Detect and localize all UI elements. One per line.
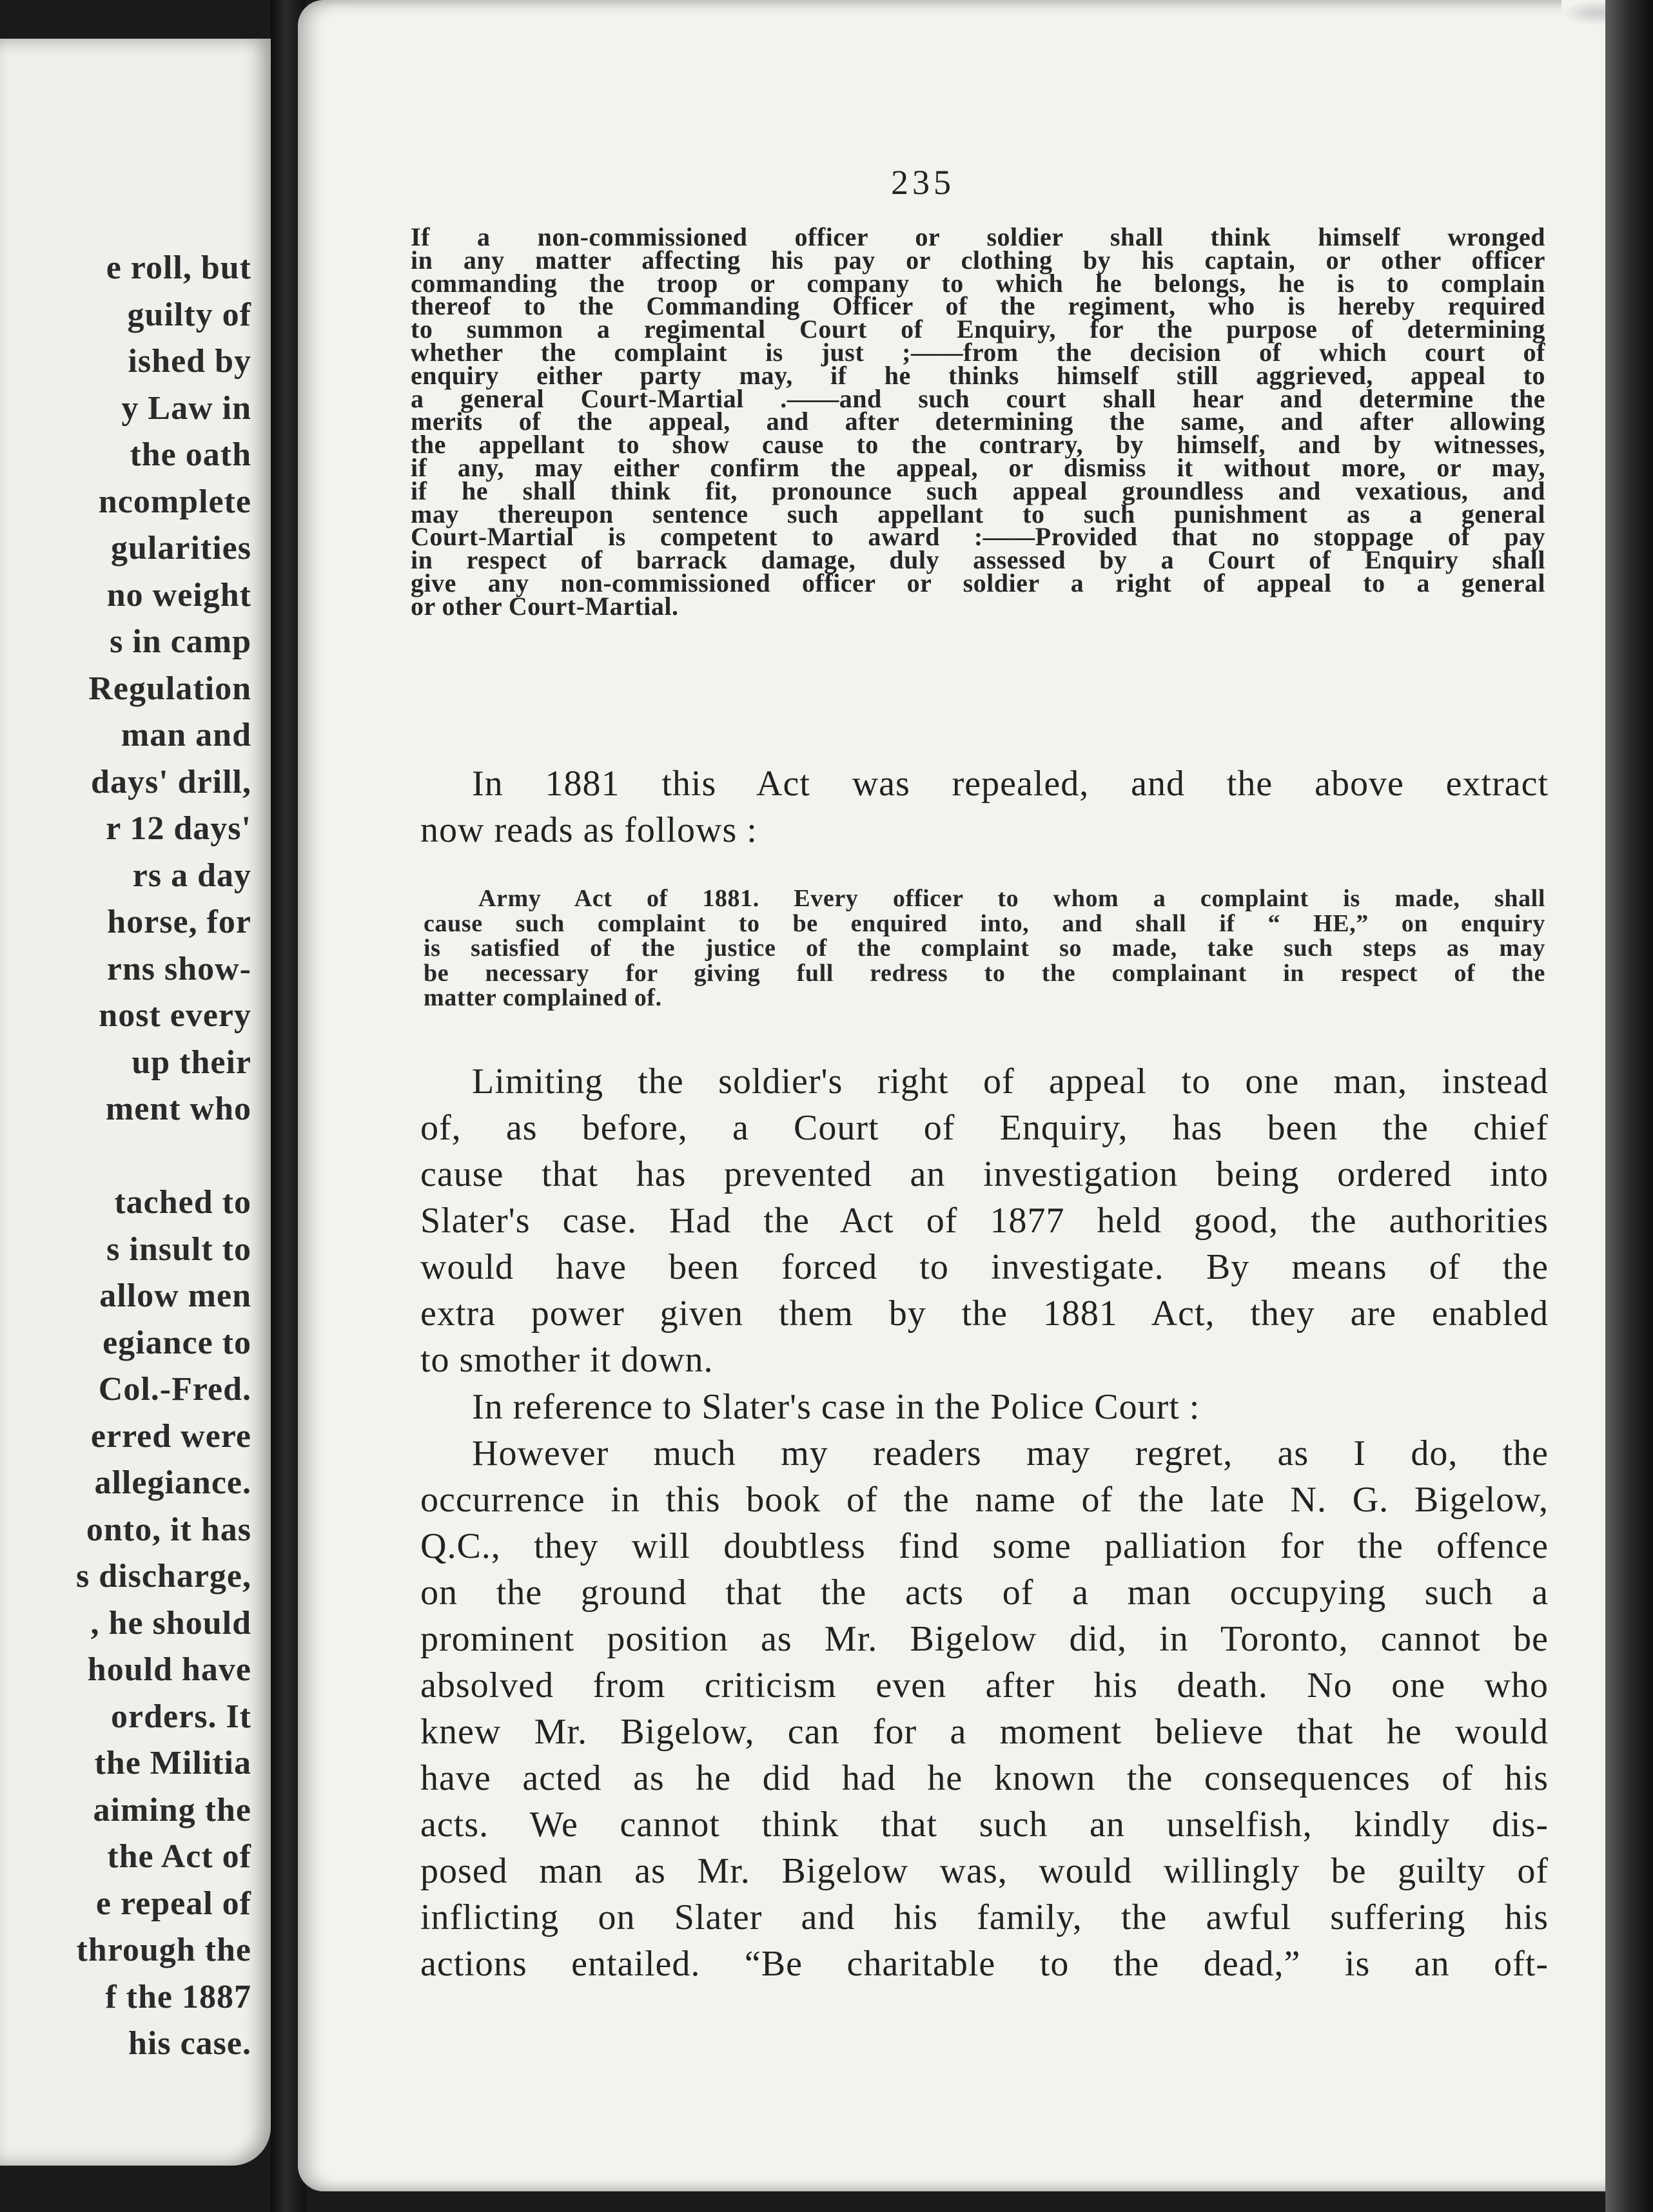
act-1877-line: whether the complaint is just ;——from the decision of which court of — [411, 337, 1545, 367]
left-page-line — [76, 1133, 251, 1180]
left-page-line: the Militia — [94, 1745, 251, 1781]
left-page-text — [76, 245, 251, 2068]
left-page-line: onto, it has — [86, 1511, 251, 1548]
bigelow-line: on the ground that the acts of a man occupying such a — [420, 1573, 1549, 1613]
left-page-line: aiming the — [93, 1791, 251, 1829]
act-1877-line: merits of the appeal, and after determining the same, and after allowing — [411, 407, 1545, 436]
limiting-line: would have been forced to investigate. By means of the — [420, 1247, 1549, 1287]
left-page-line: rns show- — [106, 950, 251, 987]
act-1877-line: enquiry either party may, if he thinks himself still aggrieved, appeal to — [411, 360, 1545, 390]
act-1877-line: commanding the troop or company to which he belongs, he is to complain — [411, 268, 1545, 298]
bigelow-line: occurrence in this book of the name of the late N. G. Bigelow, — [420, 1480, 1549, 1520]
bigelow-line: absolved from criticism even after his death. No one who — [420, 1665, 1549, 1705]
book-edge-shadow — [1605, 0, 1653, 2212]
act-1881-line: is satisfied of the justice of the complaint so made, take such steps as may — [424, 935, 1545, 962]
left-page-line: ment who — [105, 1091, 251, 1127]
left-page-line: s in camp — [110, 623, 251, 660]
left-page-line: nost every — [99, 997, 251, 1034]
act-1877-extract — [411, 222, 1545, 621]
left-page-line: days' drill, — [91, 763, 251, 800]
act-1877-line: may thereupon sentence such appellant to such punishment as a general — [411, 499, 1545, 529]
repealed-line: now reads as follows : — [420, 810, 758, 850]
left-page-line: no weight — [106, 576, 251, 614]
limiting-line: Slater's case. Had the Act of 1877 held good, the authorities — [420, 1201, 1549, 1241]
left-page-line: , he should — [90, 1604, 251, 1642]
left-page-line: s insult to — [106, 1230, 251, 1268]
limiting-line: Limiting the soldier's right of appeal to one man, instead — [472, 1062, 1549, 1101]
left-page-line: up their — [132, 1043, 251, 1081]
left-page-line: gularities — [111, 530, 251, 567]
left-page-line: erred were — [90, 1417, 251, 1455]
act-1881-line: Army Act of 1881. Every officer to whom a complaint is made, shall — [478, 885, 1545, 912]
act-1877-line: if any, may either confirm the appeal, or dismiss it without more, or may, — [411, 452, 1545, 482]
act-1877-line: give any non-commissioned officer or soldier a right of appeal to a general — [411, 568, 1545, 597]
limiting-line: to smother it down. — [420, 1340, 714, 1380]
bigelow-line: However much my readers may regret, as I do, the — [472, 1433, 1549, 1473]
paragraph-police-court — [420, 1384, 1549, 1430]
bigelow-line: have acted as he did had he known the consequences of his — [420, 1758, 1549, 1798]
page-number: 235 — [891, 163, 955, 202]
left-page-line: the Act of — [107, 1838, 251, 1875]
act-1877-line: thereof to the Commanding Officer of the regiment, who is hereby required — [411, 291, 1545, 321]
left-page-line: allow men — [99, 1277, 251, 1314]
left-page-line: tached to — [114, 1184, 251, 1221]
left-page-line: egiance to — [103, 1324, 251, 1361]
act-1877-line: If a non-commissioned officer or soldier shall think himself wronged — [411, 222, 1545, 251]
bigelow-line: actions entailed. “Be charitable to the dead,” is an oft- — [420, 1944, 1549, 1984]
left-page-line: Col.-Fred. — [98, 1371, 251, 1408]
paragraph-limiting-appeal — [420, 1058, 1549, 1383]
left-page-line: rs a day — [132, 857, 251, 894]
left-page-line: his case. — [128, 2025, 251, 2062]
left-page-line: s discharge, — [76, 1558, 251, 1595]
left-page-line: horse, for — [107, 904, 251, 940]
left-page-line: orders. It — [111, 1698, 251, 1735]
act-1877-line: to summon a regimental Court of Enquiry, for the purpose of determining — [411, 315, 1545, 344]
act-1881-line: cause such complaint to be enquired into, and shall if “ HE,” on enquiry — [424, 909, 1545, 937]
right-page — [298, 0, 1623, 2191]
limiting-line: extra power given them by the 1881 Act, they are enabled — [420, 1294, 1549, 1334]
bigelow-line: Q.C., they will doubtless find some palliation for the offence — [420, 1526, 1549, 1566]
act-1881-line: matter complained of. — [424, 984, 662, 1011]
paragraph-bigelow — [420, 1430, 1549, 1987]
left-page-line: e repeal of — [95, 1885, 251, 1922]
left-page-line: the oath — [130, 436, 251, 473]
act-1877-line: in any matter affecting his pay or clothing by his captain, or other officer — [411, 245, 1545, 275]
act-1877-line: a general Court-Martial .——and such court shall hear and determine the — [411, 383, 1545, 413]
left-page-line: r 12 days' — [106, 810, 251, 847]
act-1877-line: Court-Martial is competent to award :——Provided that no stoppage of pay — [411, 522, 1545, 552]
bigelow-line: acts. We cannot think that such an unselfish, kindly dis- — [420, 1805, 1549, 1845]
left-page-line: allegiance. — [94, 1464, 251, 1501]
left-page-line: Regulation — [88, 670, 251, 707]
act-1877-line: the appellant to show cause to the contrary, by himself, and by witnesses, — [411, 430, 1545, 460]
left-page-line: guilty of — [127, 296, 251, 333]
limiting-line: of, as before, a Court of Enquiry, has been the chief — [420, 1108, 1549, 1148]
bigelow-line: posed man as Mr. Bigelow was, would willingly be guilty of — [420, 1851, 1549, 1891]
left-facing-page — [0, 39, 271, 2166]
left-page-line: ished by — [128, 343, 251, 380]
act-1877-line: in respect of barrack damage, duly assessed by a Court of Enquiry shall — [411, 545, 1545, 575]
limiting-line: cause that has prevented an investigation being ordered into — [420, 1154, 1549, 1194]
act-1877-line: or other Court-Martial. — [411, 591, 679, 621]
police-court-line: In reference to Slater's case in the Police Court : — [472, 1387, 1200, 1427]
left-page-line: man and — [121, 717, 251, 753]
left-page-line: e roll, but — [106, 249, 251, 286]
left-page-line: y Law in — [121, 389, 251, 427]
bigelow-line: inflicting on Slater and his family, the awful suffering his — [420, 1897, 1549, 1937]
repealed-line: In 1881 this Act was repealed, and the above extract — [472, 764, 1549, 804]
act-1881-line: be necessary for giving full redress to the complainant in respect of the — [424, 959, 1545, 987]
bigelow-line: prominent position as Mr. Bigelow did, in Toronto, cannot be — [420, 1619, 1549, 1659]
bigelow-line: knew Mr. Bigelow, can for a moment believe that he would — [420, 1712, 1549, 1752]
left-page-line: hould have — [87, 1651, 251, 1688]
army-act-1881-extract — [424, 886, 1545, 1011]
paragraph-act-repealed — [420, 761, 1549, 853]
left-page-line: ncomplete — [98, 483, 251, 520]
act-1877-line: if he shall think fit, pronounce such appeal groundless and vexatious, and — [411, 476, 1545, 505]
left-page-line: f the 1887 — [105, 1978, 251, 2015]
left-page-line: through the — [76, 1932, 251, 1968]
